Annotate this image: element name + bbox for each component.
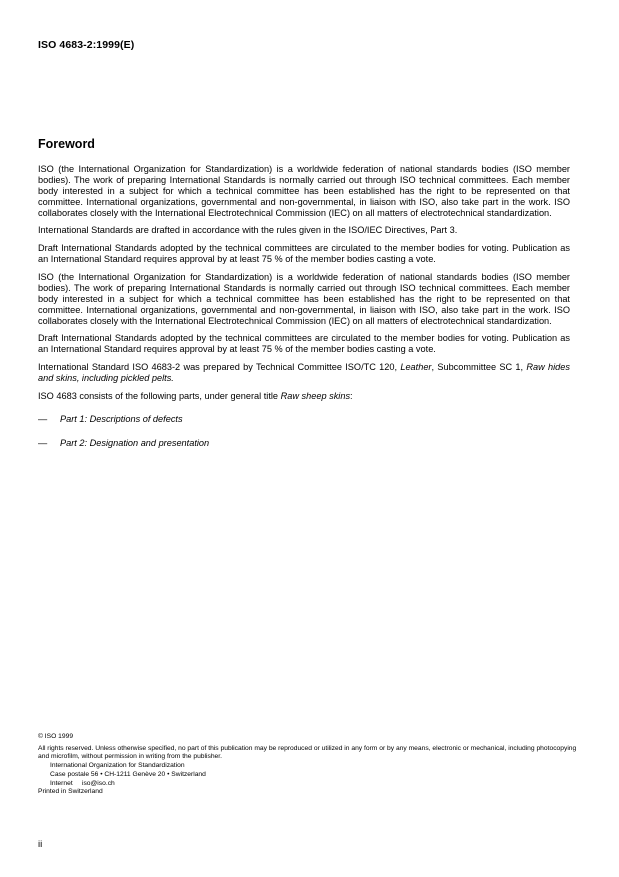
prepared-by-text-2: , Subcommittee SC 1, — [431, 362, 527, 373]
subcommittee-name: Raw hides and skins, including pickled pelts. — [38, 362, 570, 383]
parts-intro-text-1: ISO 4683 consists of the following parts, under general title — [38, 390, 281, 401]
paragraph-iso-intro: ISO (the International Organization for Standardization) is a worldwide federation of national standards bodies (ISO member bodies). The work of preparing International Standards is normally carried out through ISO technical committees. Each member body interested in a subject for which a technical committee has been established has the right to be represented on that committee. International organizations, governmental and non-governmental, in liaison with ISO, also take part in the work. ISO collaborates closely with the International Electrotechnical Commission (IEC) on all matters of electrotechnical standardization. — [38, 164, 570, 218]
paragraph-parts-intro — [38, 391, 570, 402]
foreword-body — [38, 164, 570, 462]
page-number: ii — [38, 839, 43, 850]
organization-name: International Organization for Standardization — [50, 762, 185, 770]
copyright-footer — [38, 733, 583, 797]
postal-address: Case postale 56 • CH-1211 Genève 20 • Switzerland — [50, 770, 206, 778]
parts-intro-text-2: : — [350, 390, 353, 401]
foreword-title: Foreword — [38, 137, 95, 151]
committee-name: Leather — [400, 362, 432, 373]
paragraph-prepared-by — [38, 362, 570, 384]
paragraph-iso-intro-repeat: ISO (the International Organization for Standardization) is a worldwide federation of national standards bodies (ISO member bodies). The work of preparing International Standards is normally carried out through ISO technical committees. Each member body interested in a subject for which a technical committee has been established has the right to be represented on that committee. International organizations, governmental and non-governmental, in liaison with ISO, also take part in the work. ISO collaborates closely with the International Electrotechnical Commission (IEC) on all matters of electrotechnical standardization. — [38, 271, 570, 326]
general-title: Raw sheep skins — [280, 390, 351, 401]
internet-contact: Internet iso@iso.ch — [50, 779, 115, 787]
part-1-label: Part 1: Descriptions of defects — [60, 414, 183, 425]
rights-statement: All rights reserved. Unless otherwise specified, no part of this publication may be reproduced or utilized in any form or by any means, electronic or mechanical, including photocopying and microfilm, without permission in writing from the publisher. — [38, 744, 577, 761]
list-item-part-1 — [38, 414, 570, 425]
copyright-notice: © ISO 1999 — [38, 733, 74, 740]
paragraph-directives: International Standards are drafted in accordance with the rules given in the ISO/IEC Directives, Part 3. — [38, 225, 458, 236]
part-2-label: Part 2: Designation and presentation — [60, 437, 210, 448]
dash-bullet: — — [38, 437, 48, 448]
paragraph-draft-standards-repeat: Draft International Standards adopted by the technical committees are circulated to the member bodies for voting. Publication as an International Standard requires approval by at least 75 % of the member bodies casting a vote. — [38, 333, 570, 355]
list-item-part-2 — [38, 438, 570, 449]
dash-bullet: — — [38, 414, 48, 425]
document-id-header: ISO 4683-2:1999(E) — [38, 39, 135, 51]
prepared-by-text-1: International Standard ISO 4683-2 was prepared by Technical Committee ISO/TC 120, — [38, 362, 401, 373]
printed-in: Printed in Switzerland — [38, 788, 103, 796]
paragraph-draft-standards: Draft International Standards adopted by the technical committees are circulated to the member bodies for voting. Publication as an International Standard requires approval by at least 75 % of the member bodies casting a vote. — [38, 243, 570, 265]
